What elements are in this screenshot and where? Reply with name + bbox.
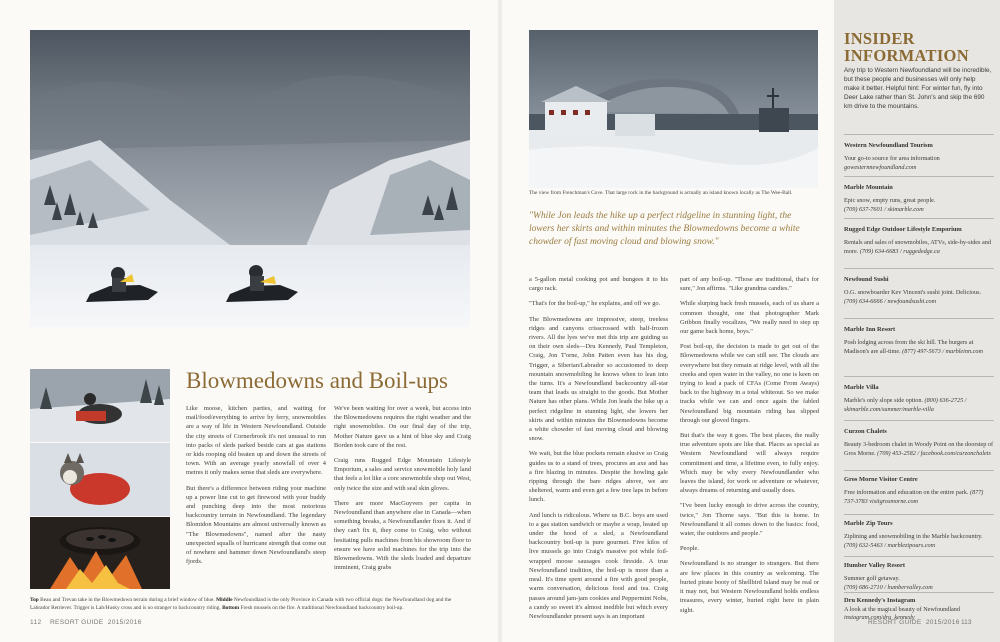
paragraph: There are more MacGuyvers per capita in Newfoundland than anywhere else in Canada—when something breaks, a Newfoundlander fixes it. And if they can't fix it, they come to Craig, who without hesitating pulls machines from his showroom floor to ensure we have solid machines for the trip into the Blowmedowns. With the sleds loaded and departure imminent, Craig grabs [334,499,471,572]
paragraph: And lunch is ridiculous. Where us B.C. boys are used to a gas station sandwich or maybe a wrap, heated up under the hood of a sled, a Newfoundland backcountry boil-up is pure gourmet. Five kilos of live mussels go into Craig's massive pot while foil-wrapped moose sausages cook fireside. A true Newfoundland tradition, the boil-up is more than a meal. It's time spent around a fire with good people, warm conversation, delicious food and tea. Craig passes around jam-jam cookies and Peppermint Nobs, a candy so sweet it's almost inedible but which every Newfoundlander present says is an important [529,511,668,620]
entry-contact[interactable]: (877) 497-5673 / marbleinn.com [902,348,983,355]
divider [844,514,994,515]
divider [844,592,994,593]
sidebar-title-line: INSIDER [844,29,915,48]
entry-desc: Your go-to source for area information [844,155,940,162]
entry-contact[interactable]: gowesternnewfoundland.com [844,164,917,171]
entry-desc: Marble's only slope side option. [844,397,923,404]
hero-photo [30,30,470,327]
caption-label: Top [30,597,39,603]
entry-name: Dru Kennedy's Instagram [844,597,916,604]
entry-contact[interactable]: (709) 634-6683 / ruggededge.ca [859,248,940,255]
folio-title: RESORT GUIDE [49,619,104,626]
photo-captions-left [30,596,470,612]
page-number: 113 [961,619,972,626]
page-gutter [497,0,503,642]
caption-label: Bottom [222,605,240,611]
entry-name: Western Newfoundland Tourism [844,142,933,149]
paragraph: part of any boil-up. "Those are traditional, that's for sure," Jon affirms. "Like grandma candies." [680,276,819,293]
caption-text: Newfoundland is the only Province in Canada with two official dogs: the Newfoundland dog and the Labrador Retriever. Trigger is Lab/Husky cross and is no stranger to backcountry riding. [30,597,452,611]
photo-husky-dog [30,443,170,516]
entry-contact[interactable]: (709) 634-6666 / newfoundsushi.com [844,298,937,305]
entry-contact[interactable]: instagram.com/dru_kennedy [844,614,915,621]
entry-contact[interactable]: (709) 453-2582 / facebook.com/curzonchalets [877,450,991,457]
entry-contact[interactable]: (800) 636-2725 / skimarble.com/summer/marble-villa [844,397,967,413]
entry-desc: Ziplining and snowmobiling in the Marble backcountry. [844,533,983,540]
paragraph: Craig runs Rugged Edge Mountain Lifestyle Emporium, a sales and service snowmobile holy land that feels a lot like a core snowmobile shop out West, only twice the size and with seal skin gloves. [334,457,471,492]
sidebar-entry [844,562,994,592]
divider [844,218,994,219]
paragraph: But there's a difference between riding your machine up a power line cut to get firewood with your buddy and punching deep into the most notorious backcountry terrain in Newfoundland. The legendary Blomidon Mountains are almost universally known as "The Blowmedowns", named after the nasty unexpected squalls of hurricane strength that come out of nowhere and hammer down Newfoundland's steep fjords. [186,484,326,566]
paragraph: While slurping back fresh mussels, each of us share a common thought, one that photographer Mark Gribbon finally vocalizes, "We really need to step up our game back home, boys." [680,300,819,336]
entry-desc: Free information and education on the entire park. [844,489,969,496]
paragraph: But that's the way it goes. The best places, the really true adventure spots are like that. Places as special as Western Newfoundland will always require commitment and time, a lifetime even, to fully enjoy. Which may be why every Newfoundlander who leaves the island, for work or adventure or whatever, always dreams of returning and usually does. [680,432,819,495]
paragraph: Like moose, kitchen parties, and waiting for mail/food/everything to arrive by ferry, snowmobiles are a way of life in Western Newfoundland. Outside the city streets of Cornerbrook it's not unusual to run into packs of sleds parked beside cars at gas stations or kids rooping old beaten up and down the streets of town. With an average yearly snowfall of over 4 metres it only makes sense that sleds are everywhere. [186,405,326,477]
entry-desc: Beauty 3-bedroom chalet in Woody Point on the doorstep of Gros Morne. [844,441,994,457]
folio-years: 2015/2016 [107,619,142,626]
paragraph: Newfoundland is no stranger to strangers. But there are few places in this country as welcoming. The buried pirate booty of Shellbird Island may be real or it may not, but Western Newfoundland holds endless treasures, every winter, buried right here in plain sight. [680,560,819,614]
entry-name: Humber Valley Resort [844,562,905,569]
sidebar-entry [844,326,994,356]
paragraph: People. [680,545,699,553]
entry-contact[interactable]: (709) 637-7601 / skimarble.com [844,206,924,213]
entry-contact[interactable]: (709) 632-5463 / marblezipours.com [844,542,936,549]
paragraph: "I've been lucky enough to drive across the country, twice," Jon Thorne says. "But this is home. In Newfoundland it all comes down to the basics: food, water, the outdoors and people." [680,502,819,538]
caption-label: Middle [216,597,233,603]
entry-desc: Summer golf getaway. [844,575,900,582]
sidebar-entry [844,384,994,414]
sidebar-entry [844,520,994,550]
paragraph: We wait, but the blue pockets remain elusive so Craig guides us to a stand of trees, procures an axe and has a fire blazing in minutes. Despite the howling gale ripping through the bare ridges above, we are sheltered, warm and even get a few tree laps in before lunch. [529,450,668,504]
divider [844,420,994,421]
pull-quote: "While Jon leads the hike up a perfect ridgeline in stunning light, the lowers her skirts and within minutes the Blowmedowns become a white chowder of fast moving cloud and blowing snow." [529,211,800,247]
divider [844,376,994,377]
page-number: 112 [30,619,42,626]
body-column-1 [186,404,326,572]
entry-name: Marble Mountain [844,184,893,191]
paragraph: We've been waiting for over a week, but access into the Blowmedowns requires the right weather and the right snowmobiles. On our final day of the trip, Mother Nature gave us a hint of blue sky and Craig Borden took care of the rest. [334,405,471,449]
divider [844,268,994,269]
article-headline: Blowmedowns and Boil-ups [186,368,448,393]
entry-desc: O.G. snowboarder Kev Vincent's sushi joint. Delicious. [844,289,982,296]
sidebar-title [844,30,994,64]
body-column-3 [529,275,668,627]
entry-name: Newfound Sushi [844,276,889,283]
folio-title: RESORT GUIDE [868,619,922,626]
divider [844,318,994,319]
photo-rider-with-dog [30,369,170,442]
sidebar-entry [844,184,994,214]
sidebar-title-line: INFORMATION [844,46,969,65]
paragraph: a 5-gallon metal cooking pot and bungees it to his cargo rack. [529,276,668,293]
body-column-2 [334,404,471,578]
entry-desc: A look at the magical beauty of Newfoundland [844,606,960,613]
paragraph: "That's for the boil-up," he explains, and off we go. [529,300,661,308]
divider [844,176,994,177]
entry-contact[interactable]: (709) 686-2710 / humbervalley.com [844,584,933,591]
photo-frenchmans-cove [529,30,818,188]
entry-name: Marble Zip Tours [844,520,893,527]
entry-name: Marble Villa [844,384,879,391]
entry-contact[interactable]: (877) 737-3783 visitgrosmorne.com [844,489,984,505]
entry-name: Curzon Chalets [844,428,887,435]
entry-desc: Posh lodging across from the ski hill. The burgers at Madison's are all-time. [844,339,974,355]
entry-name: Marble Inn Resort [844,326,896,333]
divider [844,470,994,471]
paragraph: The Blowmedowns are impressive, steep, treeless ridges and canyons crisscrossed with half-frozen rivers. All the lyes we've met this trip are guiding us on their own sleds—Dru Kennedy, Paul Templeton, Craig, Jon T'orne, John Patten even has his dog, Trigger, a Siberian/Labrador so accustomed to deep mountain snowmobiling he knows when to lean into the turns. It's a Newfoundland backcountry all-star team that leads us straight to the goods. But Mother Nature has other plans. While Jon leads the hike up a perfect ridgeline in stunning light, she lowers her skirts and within minutes the Blowmedowns become a white chowder of fast moving cloud and blowing snow. [529,315,668,443]
caption-text: Fresh mussels on the fire. A traditional Newfoundland backcountry boil-up. [239,605,404,611]
sidebar-entry [844,276,994,306]
entry-name: Gros Morne Visitor Centre [844,476,918,483]
caption-text: Beau and Trevan take in the Blowmedown terrain during a brief window of blue. [38,597,217,603]
sidebar-entry [844,428,994,458]
sidebar-intro: Any trip to Western Newfoundland will be incredible, but these people and businesses will only help make it better. Helpful hint: For winter fun, fly into Deer Lake rather than St. John's and skip the 690 km drive to the mountains. [844,67,992,110]
sidebar-entry [844,142,994,172]
photo-mussels-on-fire [30,517,170,589]
divider [844,134,994,135]
right-folio [868,619,960,626]
entry-desc: Rentals and sales of snowmobiles, ATVs, side-by-sides and more. [844,239,991,255]
sidebar-entry [844,476,994,506]
entry-name: Rugged Edge Outdoor Lifestyle Emporium [844,226,962,233]
entry-desc: Epic snow, empty runs, great people. [844,197,936,204]
sidebar-entry [844,226,994,256]
folio-years: 2015/2016 [925,619,960,626]
left-folio [30,619,142,626]
photo-caption-right: The view from Frenchman's Cove. That large rock in the background is actually an island known locally as The Wee-Ball. [529,190,793,196]
body-column-4 [680,275,819,621]
divider [844,556,994,557]
paragraph: Post boil-up, the decision is made to get out of the Blowmedowns while we can still see. The clouds are everywhere but they remain at ridge level, with all the creeks and open water in the valley, no one is keen on trying to lead a pack of CFAs (Come From Aways) back to the highway in a total whiteout. So we make tracks while we can and once again the fabled Newfoundland big mountain riding has slipped through our gloved fingers. [680,343,819,424]
